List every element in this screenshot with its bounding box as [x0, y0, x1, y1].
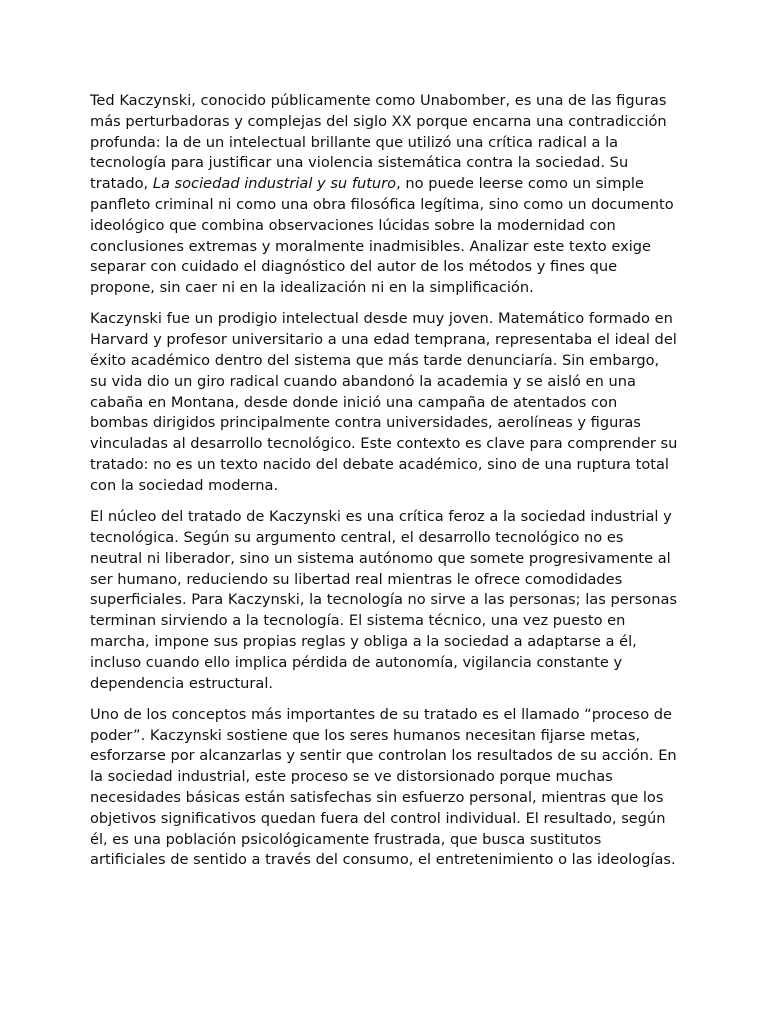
document-body [90, 91, 680, 882]
paragraph-3: El núcleo del tratado de Kaczynski es una crítica feroz a la sociedad industrial y tecnológica. Según su argumento central, el desarrollo tecnológico no es neutral ni liberador, sino un sistema autónomo que somete progresivamente al ser humano, reduciendo su libertad real mientras le ofrece comodidades superficiales. Para Kaczynski, la tecnología no sirve a las personas; las personas terminan sirviendo a la tecnología. El sistema técnico, una vez puesto en marcha, impone sus propias reglas y obliga a la sociedad a adaptarse a él, incluso cuando ello implica pérdida de autonomía, vigilancia constante y dependencia estructural. [90, 508, 678, 692]
paragraph-2: Kaczynski fue un prodigio intelectual desde muy joven. Matemático formado en Harvard y profesor universitario a una edad temprana, representaba el ideal del éxito académico dentro del sistema que más tarde denunciaría. Sin embargo, su vida dio un giro radical cuando abandonó la academia y se aisló en una cabaña en Montana, desde donde inició una campaña de atentados con bombas dirigidos principalmente contra universidades, aerolíneas y figuras vinculadas al desarrollo tecnológico. Este contexto es clave para comprender su tratado: no es un texto nacido del debate académico, sino de una ruptura total con la sociedad moderna. [90, 310, 678, 494]
paragraph-4: Uno de los conceptos más importantes de su tratado es el llamado “proceso de poder”. Kaczynski sostiene que los seres humanos necesitan fijarse metas, esforzarse por alcanzarlas y sentir que controlan los resultados de su acción. En la sociedad industrial, este proceso se ve distorsionado porque muchas necesidades básicas están satisfechas sin esfuerzo personal, mientras que los objetivos significativos quedan fuera del control individual. El resultado, según él, es una población psicológicamente frustrada, que busca sustitutos artificiales de sentido a través del consumo, el entretenimiento o las ideologías. [90, 705, 677, 869]
book-title-italic: La sociedad industrial y su futuro [152, 175, 397, 193]
paragraph-1 [90, 91, 680, 299]
paragraph-1-text-start: Ted Kaczynski, conocido públicamente como Unabomber, es una de las figuras más perturbadoras y complejas del siglo XX porque encarna una contradicción profunda: la de un intelectual brillante que utilizó una crítica radical a la tecnología para justificar una violencia sistemática contra la sociedad. Su tratado, [90, 92, 667, 193]
paragraph-1-text-end: , no puede leerse como un simple panfleto criminal ni como una obra filosófica legítima, sino como un documento ideológico que combina observaciones lúcidas sobre la modernidad con conclusiones extremas y moralmente inadmisibles. Analizar este texto exige separar con cuidado el diagnóstico del autor de los métodos y fines que propone, sin caer ni en la idealización ni en la simplificación. [90, 175, 674, 297]
